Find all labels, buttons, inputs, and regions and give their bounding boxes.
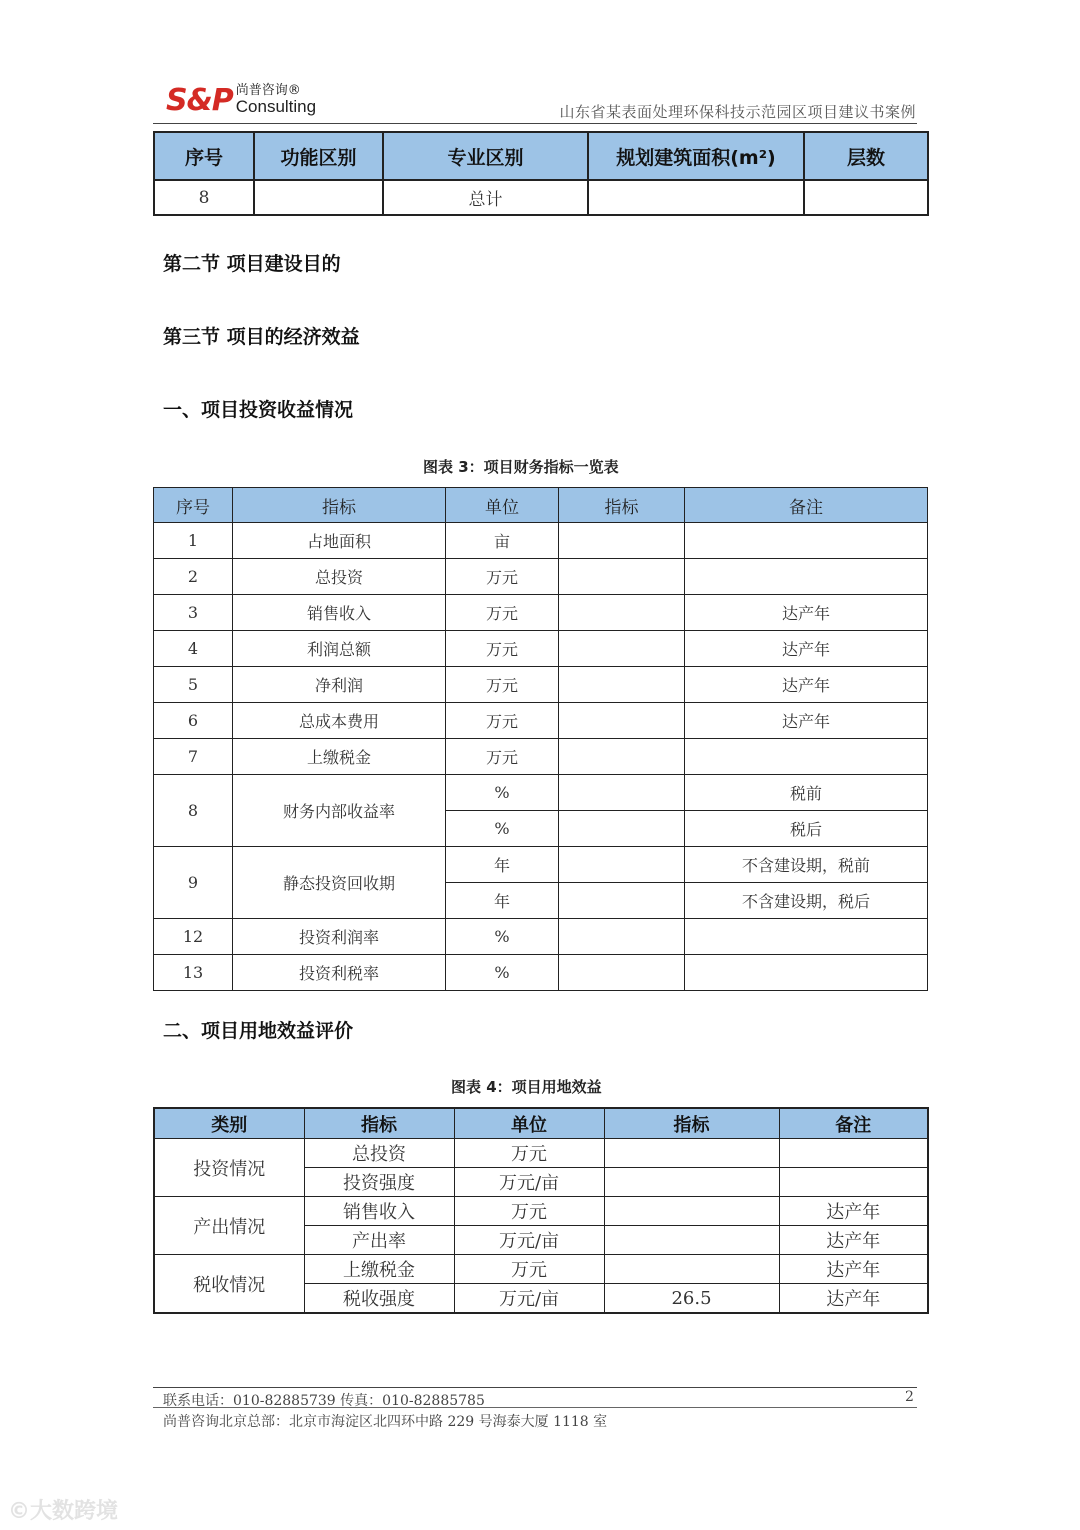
header-cell: 指标	[559, 488, 685, 523]
watermark: ©大数跨境	[8, 1499, 119, 1524]
table-cell: 总投资	[304, 1139, 454, 1168]
table-cell	[559, 631, 685, 667]
table-cell: 3	[154, 595, 233, 631]
table-cell: 总成本费用	[233, 703, 446, 739]
table-cell: 税收强度	[304, 1284, 454, 1314]
table-cell: 亩	[446, 523, 559, 559]
table-row	[154, 739, 928, 775]
table-cell: 年	[446, 883, 559, 919]
table-row	[154, 523, 928, 559]
section-heading: 第二节 项目建设目的	[163, 253, 341, 275]
header-cell: 类别	[154, 1108, 304, 1139]
table-cell	[254, 180, 383, 215]
table-cell: 26.5	[604, 1284, 779, 1314]
table-header-row	[154, 488, 928, 523]
table-cell	[685, 523, 928, 559]
table-cell	[779, 1139, 928, 1168]
table-cell	[779, 1168, 928, 1197]
table-header-row	[154, 132, 928, 180]
table-cell: 万元	[446, 631, 559, 667]
table-cell: 上缴税金	[304, 1255, 454, 1284]
document-title: 山东省某表面处理环保科技示范园区项目建议书案例	[559, 103, 916, 121]
table-row	[154, 919, 928, 955]
table-cell	[559, 559, 685, 595]
table-cell	[604, 1139, 779, 1168]
subsection-heading: 二、项目用地效益评价	[163, 1020, 354, 1042]
table-cell: 6	[154, 703, 233, 739]
financial-indicators-table	[153, 487, 928, 991]
table-cell: 销售收入	[233, 595, 446, 631]
table-cell	[559, 595, 685, 631]
table-caption: 图表 4：项目用地效益	[451, 1078, 602, 1096]
header-cell: 单位	[454, 1108, 604, 1139]
table-cell	[588, 180, 804, 215]
table-cell: 总计	[383, 180, 588, 215]
table-cell: 万元	[446, 739, 559, 775]
table-cell	[604, 1255, 779, 1284]
table-cell: 静态投资回收期	[233, 847, 446, 919]
table-cell: %	[446, 955, 559, 991]
table-cell	[559, 523, 685, 559]
table-cell: 利润总额	[233, 631, 446, 667]
table-cell	[604, 1168, 779, 1197]
table-row	[154, 631, 928, 667]
table-row	[154, 180, 928, 215]
table-cell	[559, 955, 685, 991]
table-cell	[559, 775, 685, 811]
table-cell: 达产年	[779, 1197, 928, 1226]
table-cell	[685, 955, 928, 991]
table-caption: 图表 3：项目财务指标一览表	[423, 458, 619, 476]
header-cell: 功能区别	[254, 132, 383, 180]
table-row	[154, 667, 928, 703]
header-cell: 单位	[446, 488, 559, 523]
table-cell: 5	[154, 667, 233, 703]
header-cell: 序号	[154, 488, 233, 523]
header-cell: 备注	[779, 1108, 928, 1139]
table-row	[154, 703, 928, 739]
header-divider	[153, 123, 917, 124]
table-cell: 8	[154, 180, 254, 215]
table-cell: 投资利税率	[233, 955, 446, 991]
header-cell: 规划建筑面积(m²)	[588, 132, 804, 180]
header-cell: 专业区别	[383, 132, 588, 180]
table-row	[154, 595, 928, 631]
table-cell: 万元/亩	[454, 1168, 604, 1197]
table-cell: 万元	[446, 595, 559, 631]
table-row	[154, 955, 928, 991]
table-cell	[559, 739, 685, 775]
footer-contact: 联系电话：010-82885739 传真：010-82885785	[163, 1393, 485, 1409]
table-header-row	[154, 1108, 928, 1139]
table-cell: 上缴税金	[233, 739, 446, 775]
table-cell: 总投资	[233, 559, 446, 595]
table-cell: 达产年	[685, 595, 928, 631]
building-area-table	[153, 131, 929, 216]
table-cell	[685, 919, 928, 955]
table-cell	[685, 559, 928, 595]
header-cell: 指标	[604, 1108, 779, 1139]
table-cell: 13	[154, 955, 233, 991]
table-cell: 税后	[685, 811, 928, 847]
company-logo	[166, 80, 316, 116]
table-cell: 达产年	[779, 1284, 928, 1314]
category-cell: 产出情况	[154, 1197, 304, 1255]
table-cell: 9	[154, 847, 233, 919]
table-cell: 占地面积	[233, 523, 446, 559]
table-cell: 万元	[454, 1139, 604, 1168]
header-cell: 序号	[154, 132, 254, 180]
table-cell: 投资利润率	[233, 919, 446, 955]
footer-divider	[153, 1387, 917, 1388]
table-cell: 7	[154, 739, 233, 775]
table-cell	[559, 883, 685, 919]
table-cell: 万元	[454, 1255, 604, 1284]
table-cell: 投资强度	[304, 1168, 454, 1197]
table-cell	[604, 1226, 779, 1255]
table-cell: 万元	[454, 1197, 604, 1226]
category-cell: 投资情况	[154, 1139, 304, 1197]
page-number: 2	[905, 1389, 914, 1405]
logo-en-text: Consulting	[235, 97, 317, 116]
subsection-heading: 一、项目投资收益情况	[163, 399, 354, 421]
logo-cn-text: 尚普咨询®	[235, 83, 301, 98]
table-cell: 净利润	[233, 667, 446, 703]
table-cell	[604, 1197, 779, 1226]
category-cell: 税收情况	[154, 1255, 304, 1314]
section-heading: 第三节 项目的经济效益	[163, 326, 360, 348]
table-cell: 4	[154, 631, 233, 667]
header-cell: 指标	[233, 488, 446, 523]
table-cell	[559, 919, 685, 955]
table-cell: %	[446, 775, 559, 811]
table-cell	[559, 847, 685, 883]
footer-divider-2	[153, 1407, 917, 1408]
table-cell: 达产年	[685, 667, 928, 703]
table-cell	[559, 703, 685, 739]
header-cell: 层数	[804, 132, 928, 180]
table-cell: 万元	[446, 703, 559, 739]
table-row	[154, 847, 928, 883]
table-row	[154, 1197, 928, 1226]
table-cell: 财务内部收益率	[233, 775, 446, 847]
table-cell: %	[446, 919, 559, 955]
table-row	[154, 1139, 928, 1168]
table-cell: 2	[154, 559, 233, 595]
table-cell: 税前	[685, 775, 928, 811]
logo-mark: S&P	[166, 83, 233, 118]
table-cell: 12	[154, 919, 233, 955]
table-row	[154, 775, 928, 811]
table-cell: 不含建设期，税后	[685, 883, 928, 919]
table-cell	[559, 811, 685, 847]
table-cell	[559, 667, 685, 703]
table-cell: 万元/亩	[454, 1284, 604, 1314]
table-cell	[685, 739, 928, 775]
logo-text	[236, 84, 316, 116]
table-cell: 1	[154, 523, 233, 559]
table-cell: 达产年	[685, 703, 928, 739]
header-cell: 指标	[304, 1108, 454, 1139]
table-cell: 8	[154, 775, 233, 847]
table-cell	[804, 180, 928, 215]
header-cell: 备注	[685, 488, 928, 523]
table-cell: 达产年	[779, 1255, 928, 1284]
table-cell: 达产年	[779, 1226, 928, 1255]
table-cell: 达产年	[685, 631, 928, 667]
table-cell: 万元	[446, 559, 559, 595]
table-cell: 产出率	[304, 1226, 454, 1255]
table-cell: 年	[446, 847, 559, 883]
table-cell: %	[446, 811, 559, 847]
table-cell: 销售收入	[304, 1197, 454, 1226]
table-cell: 不含建设期，税前	[685, 847, 928, 883]
table-row	[154, 559, 928, 595]
table-row	[154, 1255, 928, 1284]
land-efficiency-table	[153, 1107, 929, 1314]
table-cell: 万元/亩	[454, 1226, 604, 1255]
table-cell: 万元	[446, 667, 559, 703]
footer-address: 尚普咨询北京总部：北京市海淀区北四环中路 229 号海泰大厦 1118 室	[163, 1414, 608, 1430]
